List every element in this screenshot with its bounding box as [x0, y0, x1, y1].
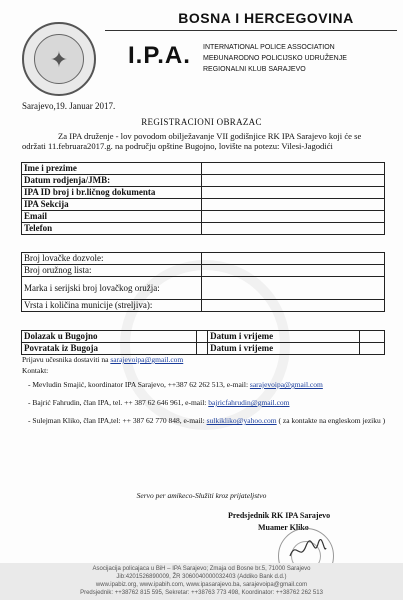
travel-label: Povratak iz Bugoja: [22, 343, 197, 355]
field-value[interactable]: [202, 199, 385, 211]
contact-email-link[interactable]: sulkikliko@yahoo.com: [206, 416, 277, 425]
field-label: Datum rodjenja/JMB:: [22, 175, 202, 187]
field-value[interactable]: [202, 253, 385, 265]
field-label: Ime i prezime: [22, 163, 202, 175]
field-label: IPA ID broj i br.ličnog dokumenta: [22, 187, 202, 199]
field-value[interactable]: [202, 175, 385, 187]
contact-text: - Bajrić Fahrudin, član IPA, tel. ++ 387 62 646 961, e-mail:: [28, 398, 207, 407]
field-value[interactable]: [202, 265, 385, 277]
signer-title: Predsjednik RK IPA Sarajevo: [228, 511, 331, 520]
table-row: [22, 199, 385, 211]
ipa-logo: [22, 22, 96, 96]
org-abbreviation: I.P.A.: [128, 42, 191, 69]
document-date: Sarajevo,19. Januar 2017.: [22, 101, 116, 111]
table-row: [22, 277, 385, 300]
field-value[interactable]: [360, 343, 385, 355]
org-line: MEĐUNARODNO POLICIJSKO UDRUŽENJE: [203, 55, 347, 62]
handwritten-signature: [288, 536, 328, 564]
footer-bar: [0, 563, 403, 600]
footer-line: Jib:4201526890009, ŽR 3060040000032403 (Addiko Bank d.d.): [116, 574, 287, 580]
contact-item: [28, 380, 388, 389]
field-label: Broj lovačke dozvole:: [22, 253, 202, 265]
logo-emblem-icon: ✦: [49, 47, 69, 72]
field-label: Vrsta i količina municije (streljiva):: [22, 300, 202, 312]
field-label: Broj oružnog lista:: [22, 265, 202, 277]
org-line: INTERNATIONAL POLICE ASSOCIATION: [203, 44, 335, 51]
travel-label: Dolazak u Bugojno: [22, 331, 197, 343]
field-label: Telefon: [22, 223, 202, 235]
submission-note: [22, 355, 183, 364]
table-row: [22, 253, 385, 265]
table-row: [22, 187, 385, 199]
field-label: IPA Sekcija: [22, 199, 202, 211]
field-label: Email: [22, 211, 202, 223]
contact-email-link[interactable]: sarajevoipa@gmail.com: [249, 380, 323, 389]
field-label: Marka i serijski broj lovačkog oružja:: [22, 277, 202, 300]
contact-item: [28, 398, 388, 407]
table-row: [22, 163, 385, 175]
header-divider: [105, 30, 397, 31]
org-line: REGIONALNI KLUB SARAJEVO: [203, 66, 306, 73]
travel-datetime-label: Datum i vrijeme: [208, 343, 360, 355]
table-row: [22, 343, 385, 355]
table-row: [22, 175, 385, 187]
submission-email-link[interactable]: sarajevoipa@gmail.com: [110, 355, 184, 364]
field-value[interactable]: [202, 163, 385, 175]
table-row: [22, 331, 385, 343]
field-value[interactable]: [197, 343, 208, 355]
form-title: REGISTRACIONI OBRAZAC: [141, 117, 262, 127]
personal-info-table: [21, 162, 385, 235]
table-row: [22, 300, 385, 312]
field-value[interactable]: [202, 277, 385, 300]
table-row: [22, 211, 385, 223]
travel-datetime-label: Datum i vrijeme: [208, 331, 360, 343]
field-value[interactable]: [197, 331, 208, 343]
contact-text: - Sulejman Kliko, član IPA,tel: ++ 387 62 770 848, e-mail:: [28, 416, 205, 425]
org-name-lines: [203, 42, 399, 75]
field-value[interactable]: [202, 211, 385, 223]
travel-table: [21, 330, 385, 355]
field-value[interactable]: [360, 331, 385, 343]
contact-label: Kontakt:: [22, 366, 49, 375]
contact-suffix: ( za kontakte na engleskom jeziku ): [278, 416, 386, 425]
contact-email-link[interactable]: bajricfahrudin@gmail.com: [208, 398, 290, 407]
contact-item: [28, 416, 388, 425]
hunting-info-table: [21, 252, 385, 312]
footer-line: www.ipabiz.org, www.ipabih.com, www.ipasarajevo.ba, sarajevoipa@gmail.com: [95, 582, 308, 588]
signer-name: Muamer Kliko: [258, 523, 309, 532]
contact-text: - Mevludin Smajić, koordinator IPA Sarajevo, ++387 62 262 513, e-mail:: [28, 380, 249, 389]
country-heading: BOSNA I HERCEGOVINA: [178, 10, 354, 26]
field-value[interactable]: [202, 187, 385, 199]
field-value[interactable]: [202, 300, 385, 312]
footer-line: Predsjednik: ++38762 815 595, Sekretar: ++38763 773 498, Koordinator: ++38762 262 513: [80, 590, 323, 596]
table-row: [22, 223, 385, 235]
field-value[interactable]: [202, 223, 385, 235]
closing-motto: Servo per amikeco-Služiti kroz prijateljstvo: [136, 491, 267, 500]
footer-line: Asocijacija policajaca u BiH – IPA Sarajevo; Zmaja od Bosne br.5, 71000 Sarajevo: [92, 566, 311, 572]
table-row: [22, 265, 385, 277]
intro-paragraph: Za IPA druženje - lov povodom obilježavanje VII godišnjice RK IPA Sarajevo koji će se održati 11.februara2017.g. na području opštine Bugojno, lovište na potezu: Vilesi-Jagodići: [22, 131, 362, 151]
note-text: Prijavu učesnika dostaviti na: [22, 355, 109, 364]
